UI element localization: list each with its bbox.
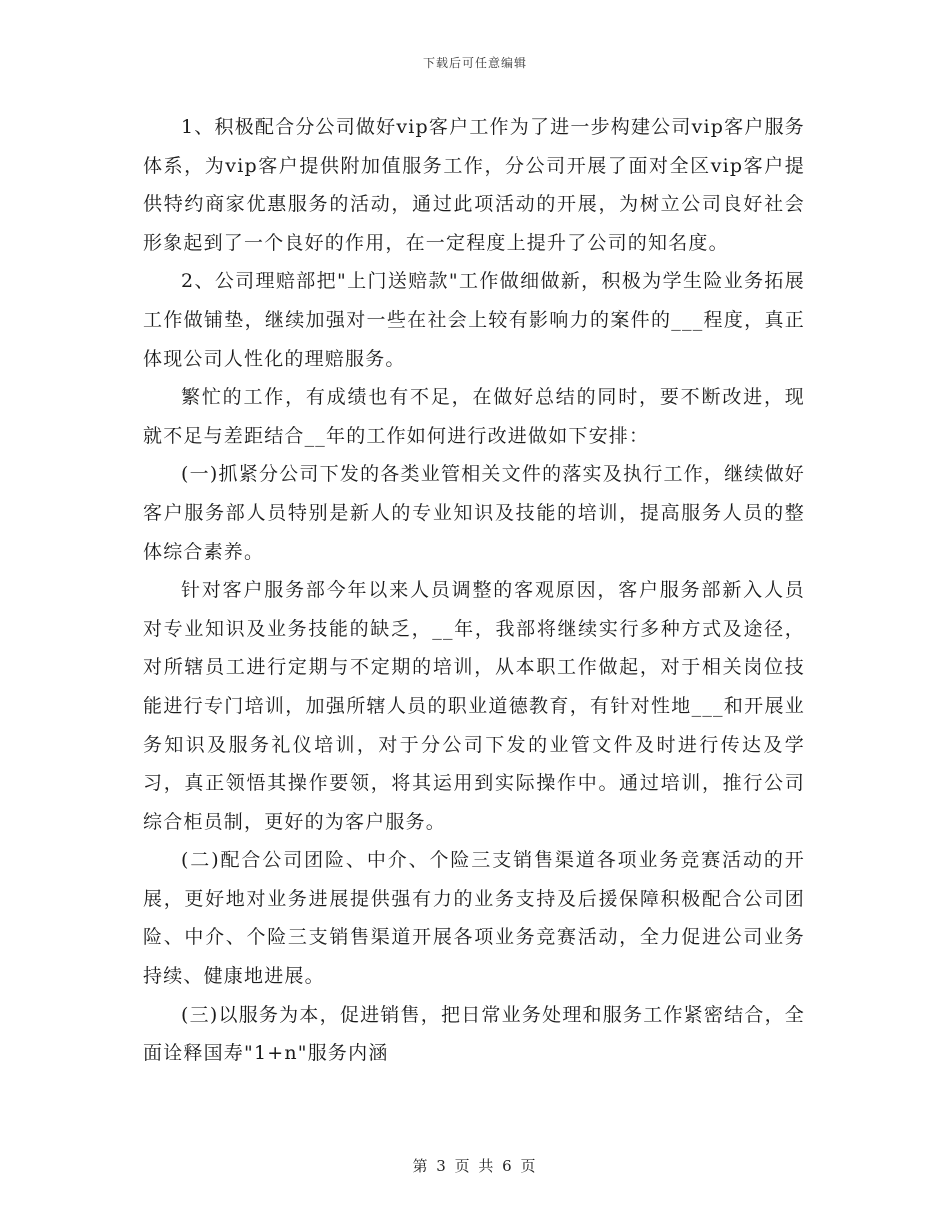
paragraph-6: (二)配合公司团险、中介、个险三支销售渠道各项业务竞赛活动的开展，更好地对业务进展提供强有力的业务支持及后援保障积极配合公司团险、中介、个险三支销售渠道开展各项业务竞赛活动，全力促进公司业务持续、健康地进展。 — [143, 849, 805, 988]
paragraph-5: 针对客户服务部今年以来人员调整的客观原因，客户服务部新入人员对专业知识及业务技能的缺乏，__年，我部将继续实行多种方式及途径，对所辖员工进行定期与不定期的培训，从本职工作做起，对于相关岗位技能进行专门培训，加强所辖人员的职业道德教育，有针对性地___和开展业务知识及服务礼仪培训，对于分公司下发的业管文件及时进行传达及学习，真正领悟其操作要领，将其运用到实际操作中。通过培训，推行公司综合柜员制，更好的为客户服务。 — [143, 579, 805, 833]
page-number: 第 3 页 共 6 页 — [412, 1157, 538, 1175]
paragraph-1: 1、积极配合分公司做好vip客户工作为了进一步构建公司vip客户服务体系，为vip客户提供附加值服务工作，分公司开展了面对全区vip客户提供特约商家优惠服务的活动，通过此项活动的开展，为树立公司良好社会形象起到了一个良好的作用，在一定程度上提升了公司的知名度。 — [143, 116, 805, 254]
document-body — [143, 108, 805, 1073]
paragraph-7: (三)以服务为本，促进销售，把日常业务处理和服务工作紧密结合，全面诠释国寿"1+n"服务内涵 — [143, 1003, 805, 1065]
paragraph-2: 2、公司理赔部把"上门送赔款"工作做细做新，积极为学生险业务拓展工作做铺垫，继续加强对一些在社会上较有影响力的案件的___程度，真正体现公司人性化的理赔服务。 — [143, 270, 805, 370]
paragraph-4: (一)抓紧分公司下发的各类业管相关文件的落实及执行工作，继续做好客户服务部人员特别是新人的专业知识及技能的培训，提高服务人员的整体综合素养。 — [143, 463, 805, 563]
paragraph-3: 繁忙的工作，有成绩也有不足，在做好总结的同时，要不断改进，现就不足与差距结合__年的工作如何进行改进做如下安排： — [143, 386, 805, 447]
page-header: 下载后可任意编辑 — [422, 56, 527, 70]
